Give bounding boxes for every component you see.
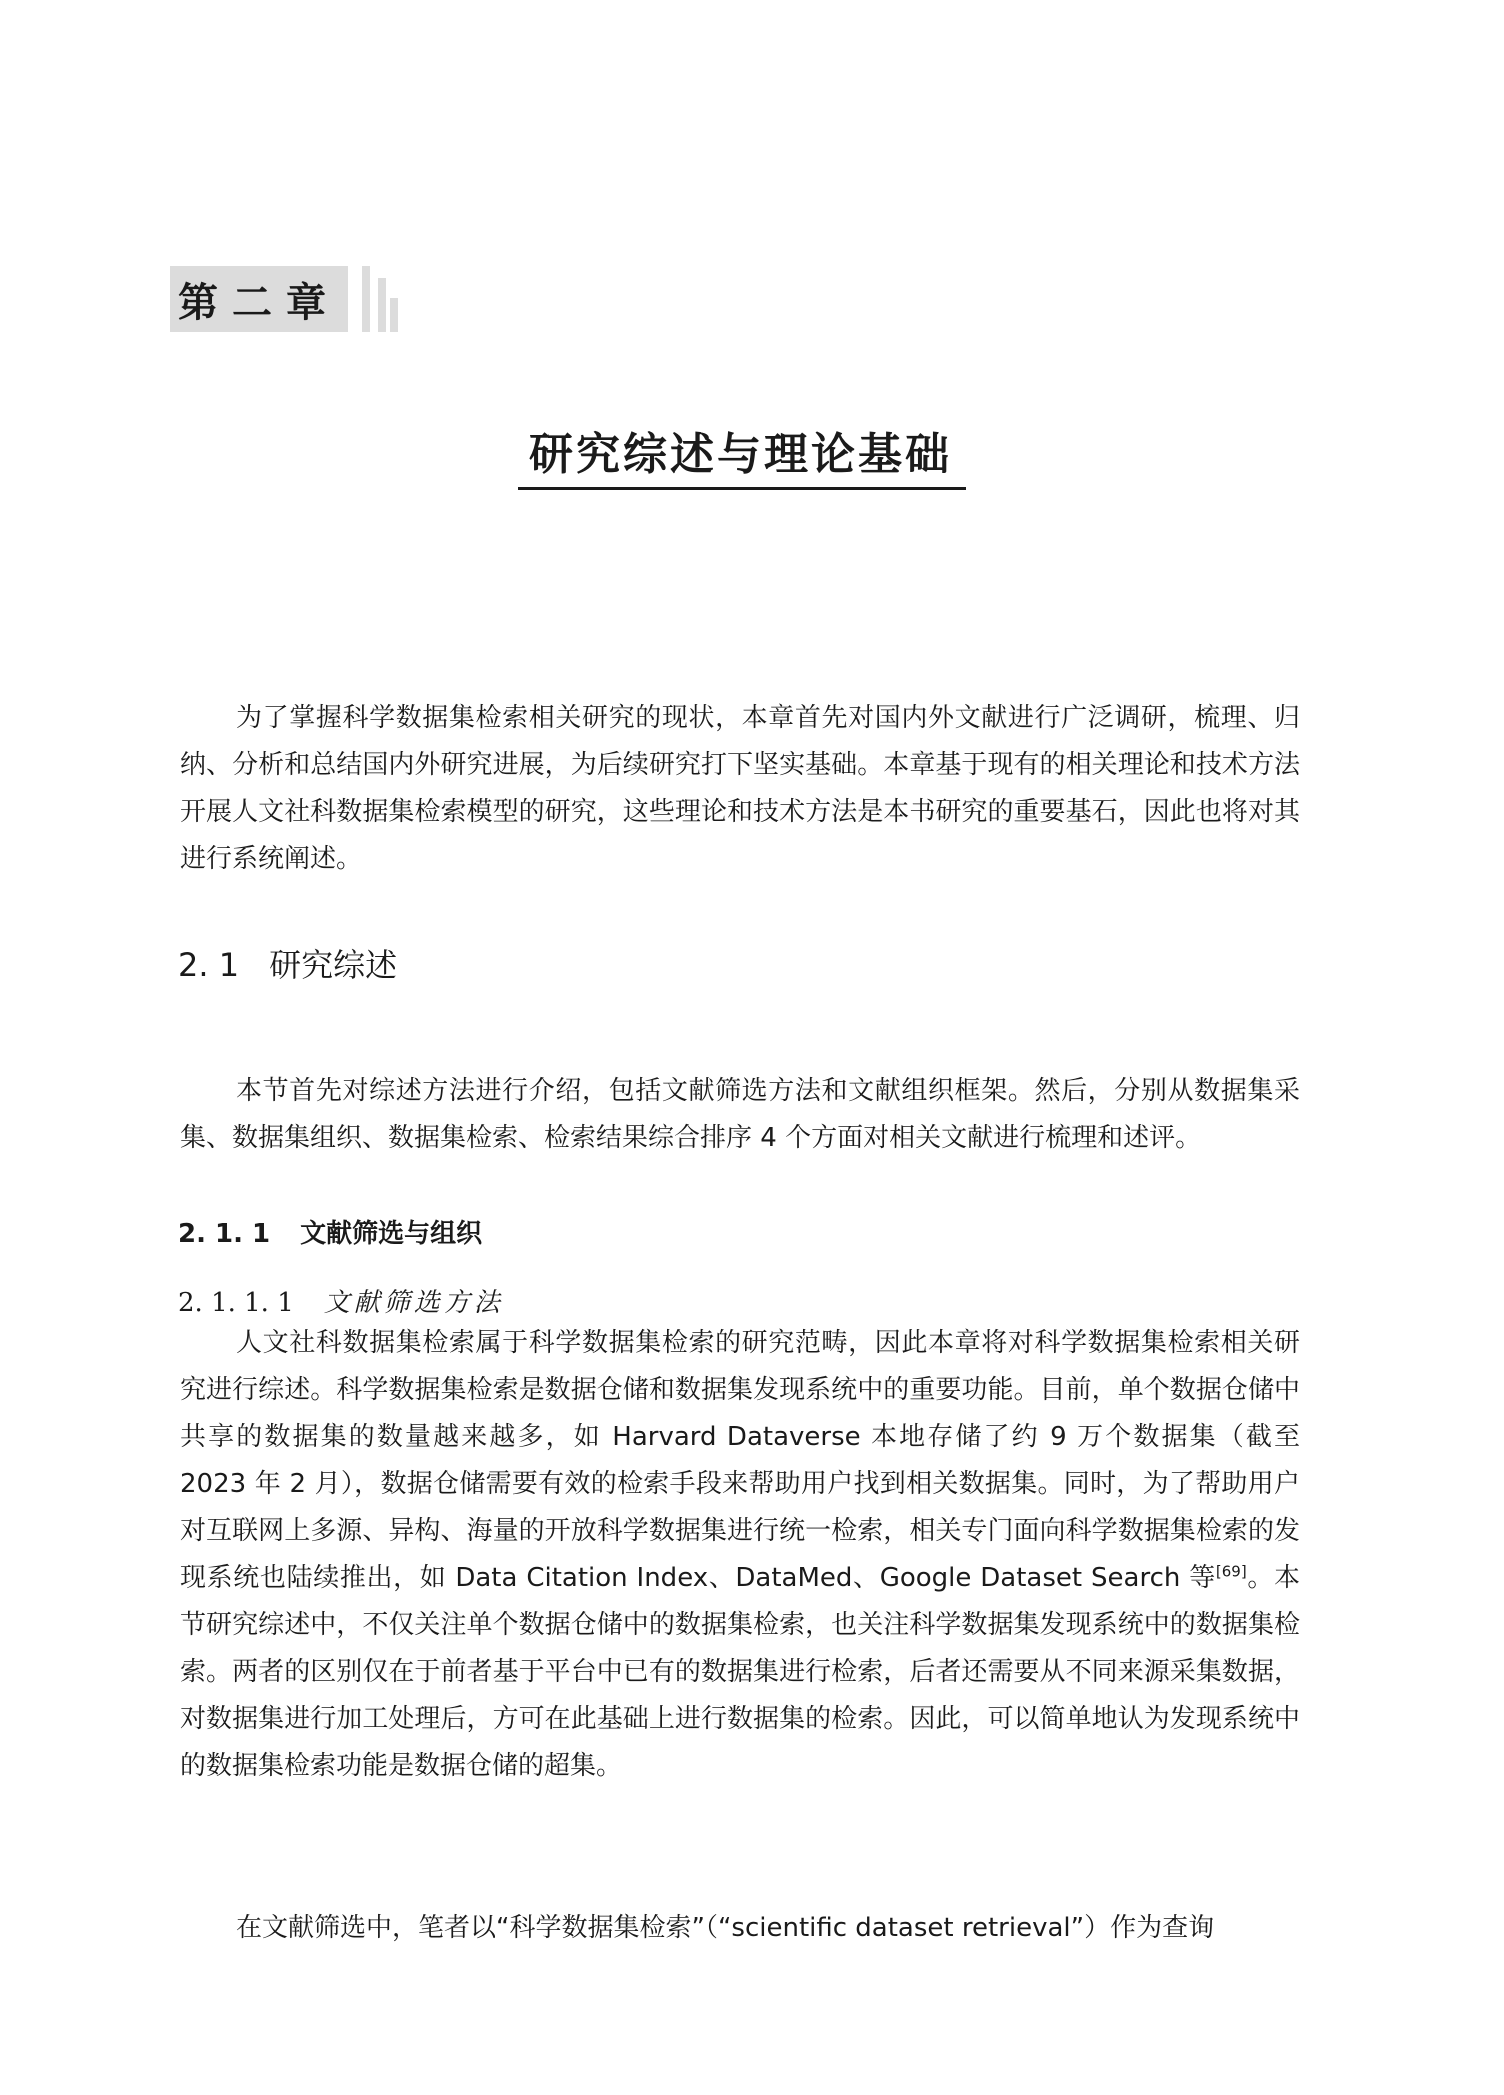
section-number: 2. 1. 1. 1 [178, 1288, 294, 1318]
section-title: 文献筛选与组织 [300, 1219, 483, 1249]
chapter-title: 研究综述与理论基础 [529, 429, 952, 480]
section-number: 2. 1. 1 [178, 1219, 271, 1249]
body-paragraph [180, 1320, 1300, 1790]
chapter-tag: 第二章 [170, 266, 348, 332]
decorative-bar [390, 298, 398, 332]
decorative-bar [378, 278, 386, 332]
section-number: 2. 1 [178, 946, 240, 984]
title-underline [518, 487, 966, 490]
section-heading-2-1 [178, 940, 397, 986]
section-heading-2-1-1 [178, 1213, 482, 1250]
body-paragraph: 在文献筛选中，笔者以“科学数据集检索”（“scientific dataset retrieval”）作为查询 [236, 1913, 1215, 1943]
body-text: 人文社科数据集检索属于科学数据集检索的研究范畴，因此本章将对科学数据集检索相关研究进行综述。科学数据集检索是数据仓储和数据集发现系统中的重要功能。目前，单个数据仓储中共享的数据集的数量越来越多，如 Harvard Dataverse 本地存储了约 9 万个数据集（截至 2023 年 2 月），数据仓储需要有效的检索手段来帮助用户找到相关数据集。同时，为了帮助用户对互联网上多源、异构、海量的开放科学数据集进行统一检索，相关专门面向科学数据集检索的发现系统也陆续推出，如 Data Citation Index、DataMed、Google Dataset Search 等 [180, 1328, 1300, 1593]
section-2-1-paragraph: 本节首先对综述方法进行介绍，包括文献筛选方法和文献组织框架。然后，分别从数据集采集、数据集组织、数据集检索、检索结果综合排序 4 个方面对相关文献进行梳理和述评。 [180, 1076, 1300, 1153]
section-title: 研究综述 [269, 946, 398, 984]
section-heading-2-1-1-1 [178, 1282, 504, 1319]
citation-ref[interactable]: [69] [1215, 1562, 1247, 1581]
intro-paragraph: 为了掌握科学数据集检索相关研究的现状，本章首先对国内外文献进行广泛调研，梳理、归纳、分析和总结国内外研究进展，为后续研究打下坚实基础。本章基于现有的相关理论和技术方法开展人文社科数据集检索模型的研究，这些理论和技术方法是本书研究的重要基石，因此也将对其进行系统阐述。 [180, 703, 1300, 874]
decorative-bar [362, 266, 370, 332]
body-text: 。本节研究综述中，不仅关注单个数据仓储中的数据集检索，也关注科学数据集发现系统中的数据集检索。两者的区别仅在于前者基于平台中已有的数据集进行检索，后者还需要从不同来源采集数据，对数据集进行加工处理后，方可在此基础上进行数据集的检索。因此，可以简单地认为发现系统中的数据集检索功能是数据仓储的超集。 [180, 1563, 1300, 1781]
section-title: 文献筛选方法 [323, 1288, 504, 1318]
